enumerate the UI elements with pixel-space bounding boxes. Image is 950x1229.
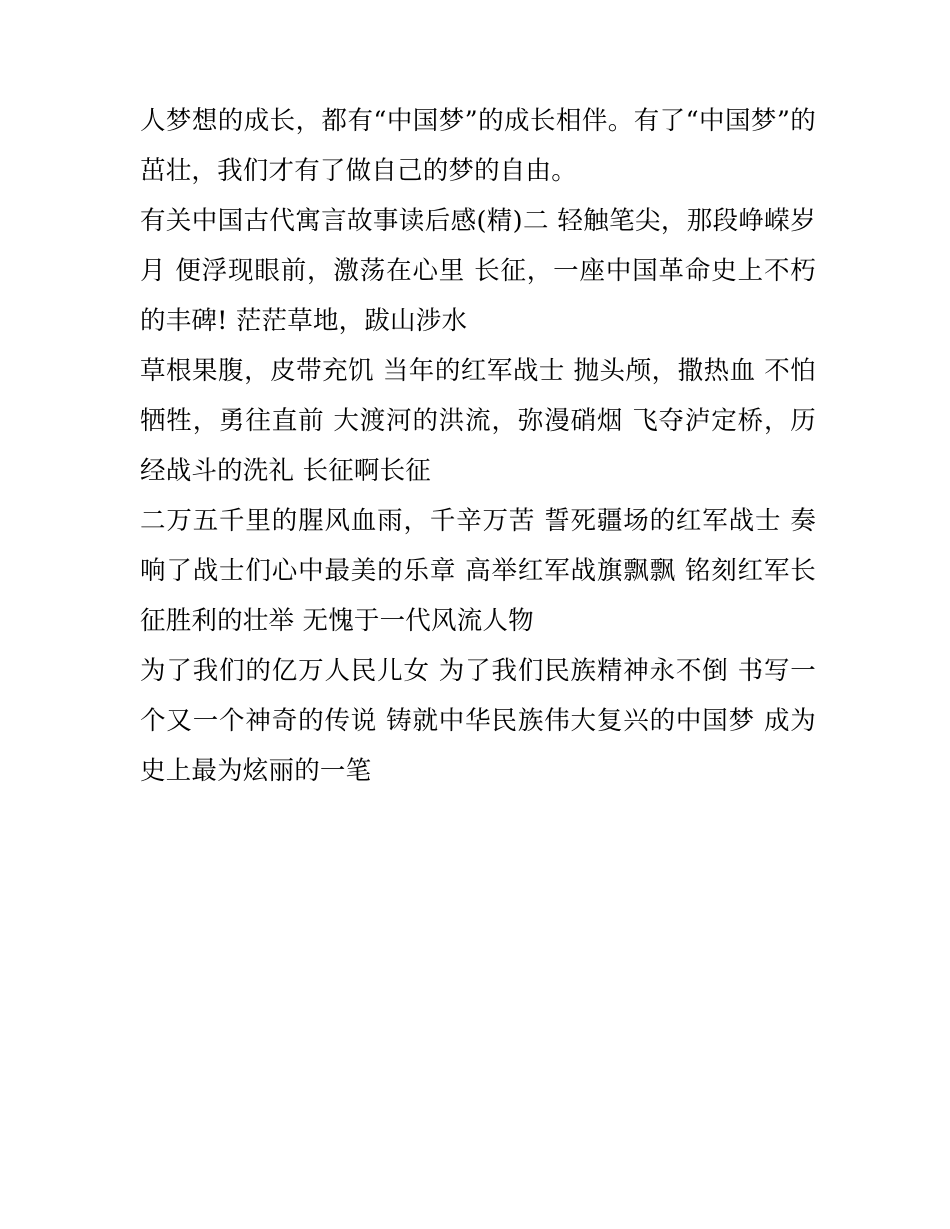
document-body: [140, 96, 816, 796]
paragraph: 人梦想的成长，都有“中国梦”的成长相伴。有了“中国梦”的茁壮，我们才有了做自己的梦的自由。: [140, 106, 816, 186]
paragraph: 为了我们的亿万人民儿女 为了我们民族精神永不倒 书写一个又一个神奇的传说 铸就中华民族伟大复兴的中国梦 成为史上最为炫丽的一笔: [140, 656, 816, 786]
paragraph: 草根果腹，皮带充饥 当年的红军战士 抛头颅，撒热血 不怕牺牲，勇往直前 大渡河的洪流，弥漫硝烟 飞夺泸定桥，历经战斗的洗礼 长征啊长征: [140, 356, 816, 486]
paragraph: 二万五千里的腥风血雨，千辛万苦 誓死疆场的红军战士 奏响了战士们心中最美的乐章 高举红军战旗飘飘 铭刻红军长征胜利的壮举 无愧于一代风流人物: [140, 506, 816, 636]
paragraph: 有关中国古代寓言故事读后感(精)二 轻触笔尖，那段峥嵘岁月 便浮现眼前，激荡在心里 长征，一座中国革命史上不朽的丰碑! 茫茫草地，跋山涉水: [140, 206, 816, 336]
